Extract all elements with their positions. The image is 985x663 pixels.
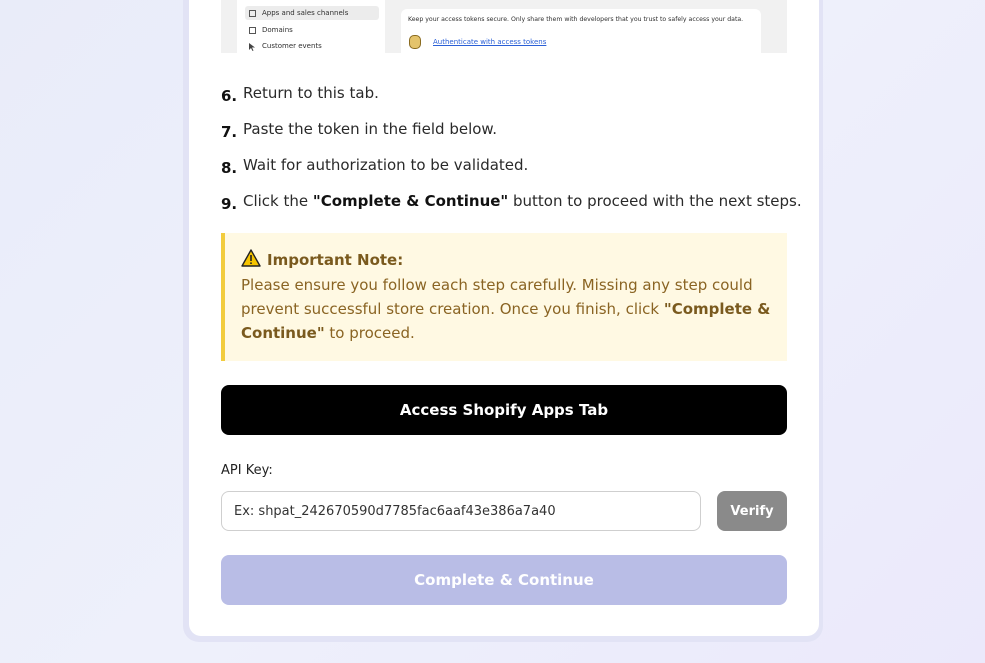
verify-button[interactable]: Verify: [717, 491, 787, 531]
step-number: 8.: [221, 159, 238, 177]
note-title: [241, 249, 403, 271]
shopify-screenshot: [221, 0, 787, 53]
important-note: [221, 233, 787, 361]
screenshot-sidebar-label: Customer events: [262, 42, 322, 50]
step-text: Wait for authorization to be validated.: [243, 156, 529, 174]
note-body-post: to proceed.: [324, 324, 415, 342]
screenshot-sidebar-item: [245, 39, 379, 53]
key-icon: [409, 35, 421, 49]
api-key-input[interactable]: [221, 491, 701, 531]
note-body: [241, 273, 781, 345]
screenshot-sidebar-item: [245, 6, 379, 20]
step-text-post: button to proceed with the next steps.: [508, 192, 802, 210]
screenshot-panel-link: Authenticate with access tokens: [433, 38, 547, 46]
screenshot-panel-text: Keep your access tokens secure. Only share them with developers that you trust to safely access your data.: [408, 16, 744, 23]
note-body-pre: Please ensure you follow each step carefully. Missing any step could prevent successful store creation. Once you finish, click: [241, 276, 753, 318]
warning-icon: [241, 249, 261, 271]
step-number: 6.: [221, 87, 238, 105]
complete-continue-button[interactable]: Complete & Continue: [221, 555, 787, 605]
setup-card: [189, 0, 819, 636]
note-title-text: Important Note:: [267, 251, 404, 269]
screenshot-sidebar: [237, 0, 385, 53]
step-number: 9.: [221, 195, 238, 213]
note-body-bold: "Complete & Continue": [241, 300, 771, 342]
screenshot-panel: [401, 9, 761, 53]
apps-icon: [249, 10, 256, 17]
api-key-label: API Key:: [221, 463, 273, 478]
domains-icon: [249, 27, 256, 34]
step-item: [221, 120, 497, 141]
step-item: [221, 192, 802, 213]
screenshot-sidebar-label: Domains: [262, 26, 293, 34]
step-text: [243, 192, 802, 213]
step-number: 7.: [221, 123, 238, 141]
screenshot-sidebar-item: [245, 23, 379, 37]
cursor-icon: [249, 43, 256, 50]
access-shopify-apps-button[interactable]: Access Shopify Apps Tab: [221, 385, 787, 435]
step-text-bold: "Complete & Continue": [312, 192, 509, 210]
step-text: Return to this tab.: [243, 84, 379, 102]
screenshot-sidebar-label: Apps and sales channels: [262, 9, 349, 17]
step-item: [221, 84, 379, 105]
step-item: [221, 156, 528, 177]
step-text: Paste the token in the field below.: [243, 120, 498, 138]
step-text-pre: Click the: [243, 192, 313, 210]
